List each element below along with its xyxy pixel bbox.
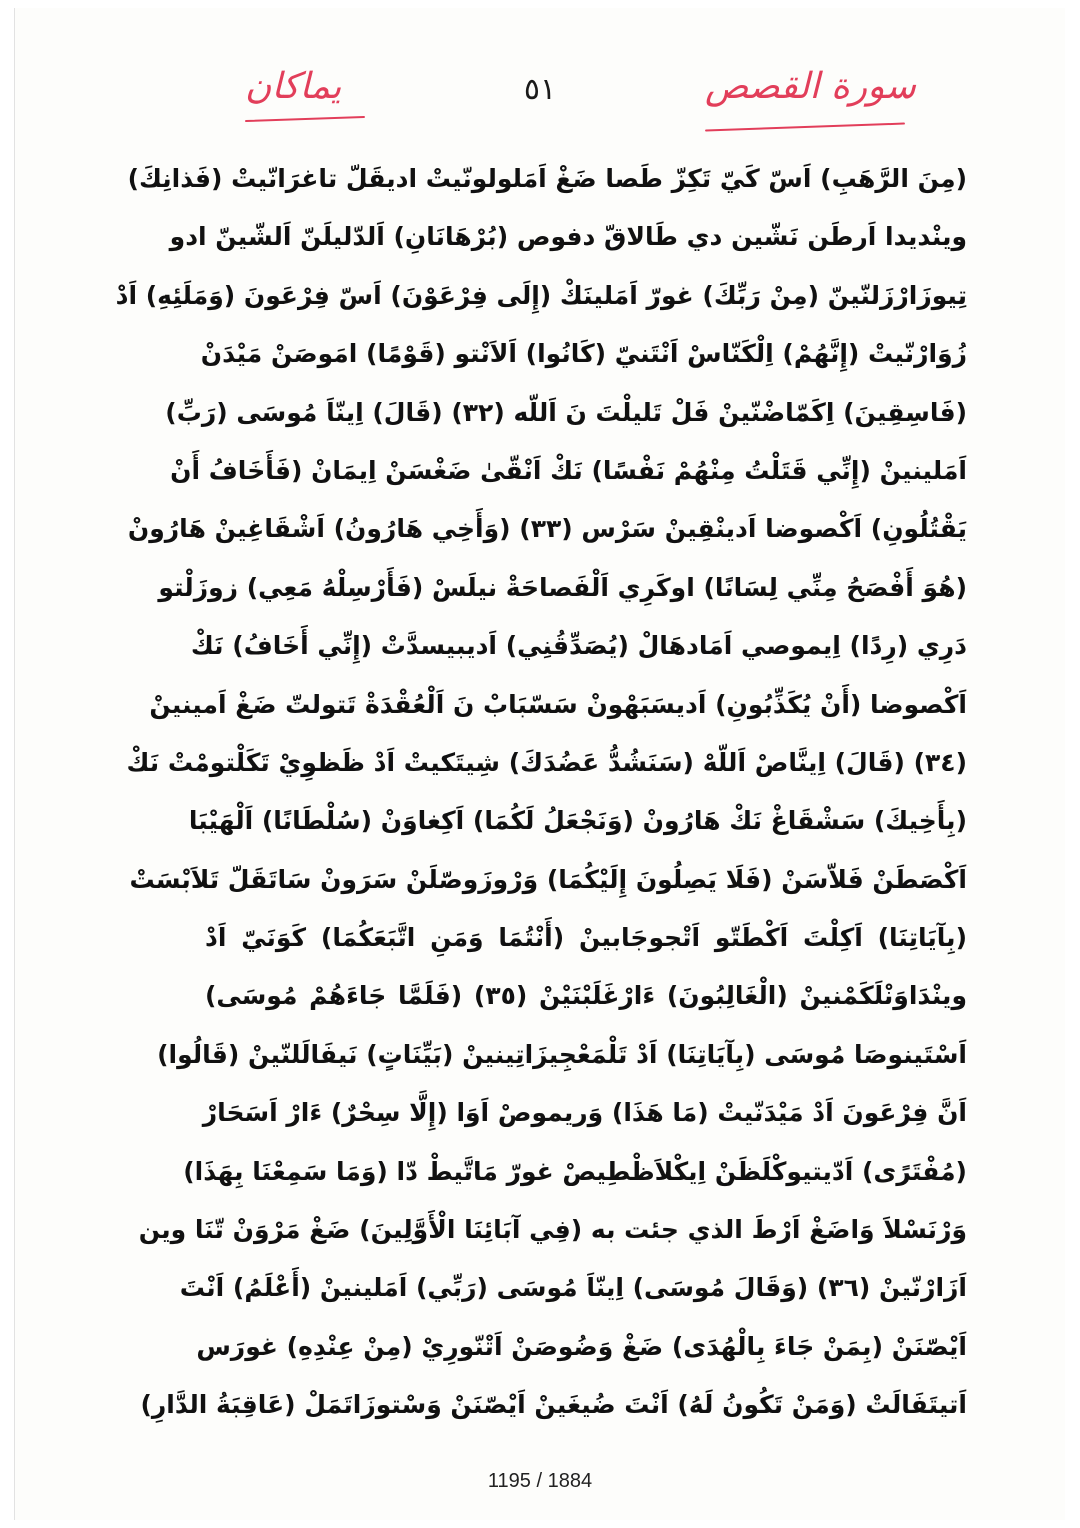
text-line-6: اَمَلينينْ (إِنِّي قَتَلْتُ مِنْهُمْ نَفْسًا) نَكْ اَنْقّىٰ ضَغْسَنْ اِيمَانْ (فَأَخَافُ أَنْ [170,455,967,485]
text-line-21: اَيْصّنَنْ (بِمَنْ جَاءَ بِالْهُدَى) ضَغْ وَضُوصَنْ اَتْنّورِيْ (مِنْ عِنْدِهِ) غورَس [196,1331,967,1361]
text-line-4: زُوَارْنّيتْ (إِنَّهُمْ) اِلْكَنّاسْ اَنْتَنيّ (كَانُوا) اَلاَنْتو (قَوْمًا) امَوصَنْ مَيْدَنْ [200,339,967,369]
text-line-13: اَكْصَطَنْ فَلاّسَنْ (فَلَا يَصِلُونَ إِلَيْكُمَا) وَرْوزَوصّلَنْ سَرَونْ سَاتَقَلّ تَلاَبْسَتْ [129,864,967,894]
text-line-19: وَرْنَسْلاَ وَاضَغْ اَرْطَ الذي جئت به (فِي آبَائِنَا الْأَوَّلِينَ) ضَغْ مَرْوَنْ تّنَا وين [138,1215,967,1245]
page-number: ٥١ [523,72,557,107]
text-line-9: دَرِي (رِدًا) اِيموصي اَمَادهَالْ (يُصَدِّقُنِي) اَديبيسدَّتْ (إِنِّي أَخَافُ) نَكْ [190,631,967,661]
text-line-10: اَكْصوضا (أَنْ يُكَذِّبُونِ) اَديسَبَهْونْ سَسّبَابْ نَ اَلْعُقْدَةْ تَتولتّ ضَغْ اَمينينْ [149,689,967,719]
text-line-16: اَسْتَينوصَا مُوسَى (بِآيَاتِنَا) اَدْ تَلْمَعْجِيزَاتِينينْ (بَيِّنَاتٍ) نَيفَالَلنّينْ (قَالُوا) [157,1039,967,1069]
text-line-2: وينْديدا اَرطَن نَشّين دي طَالاقّ دفوص (بُرْهَانَانِ) اَلدّليلَنّ اَلشّينّ ادو [169,222,967,252]
page-text [115,150,967,1435]
text-line-3: تِيوزَارْزَلنّينّ (مِنْ رَبِّكَ) غورّ اَمَلينَكْ (إِلَى فِرْعَوْنَ) اَسّ فِرْعَونَ (وَمَلَئِهِ) اَدْ [115,280,967,310]
text-line-17: اَنَّ فِرْعَونَ اَدْ مَيْدَنّيتْ (مَا هَذَا) وَريموصْ اَوَا (إِلَّا سِحْرٌ) ءَارْ اَسَحَارْ [202,1098,967,1128]
text-line-18: (مُفْتَرًى) اَدّيتيوكْلَظَنْ اِيكْلاَظْطِيصْ غورّ مَاتَّيطْ دّا (وَمَا سَمِعْنَا بِهَذَا) [183,1156,967,1186]
text-line-5: (فَاسِقِينَ) اِكَمّاضْنّينْ فَلْ تَليلْتَ نَ اَللّه (٣٢) (قَالَ) اِينّاَ مُوسَى (رَبِّ) [165,397,967,427]
handwritten-note-right: سورة القصص [705,66,916,107]
text-line-14: (بِآيَاتِنَا) اَكِلْتَ اَكْطَتّو اَتْجوجَابينْ (أَنْتُمَا وَمَنِ اتَّبَعَكُمَا) كَوَنَيّ اَدْ [205,923,967,953]
text-line-1: (مِنَ الرَّهَبِ) اَسّ كَيّ تَكِزّ طَصا ضَغْ اَمَلولونّيتْ اديقَلّ تاغرَانّيتْ (فَذانِكَ) [127,164,967,193]
text-line-22: اَتيتَفَالَتْ (وَمَنْ تَكُونُ لَهُ) اَنْتَ ضُيغَينْ اَيْصّنَنْ وَسْتوزَاتَمَلْ (عَاقِبَةُ الدَّارِ) [140,1390,967,1420]
handwritten-note-left: يماكان [245,66,342,107]
text-line-7: يَقْتُلُونِ) اَكْصوضا اَدينْقِينْ سَرْس (٣٣) (وَأَخِي هَارُونُ) اَشْقَاغِينْ هَارُونْ [127,514,967,544]
page-counter: 1195 / 1884 [487,1470,593,1492]
text-line-20: اَزَارْنّينْ (٣٦) (وَقَالَ مُوسَى) اِينّاَ مُوسَى (رَبِّي) اَمَلينينْ (أَعْلَمُ) اَنْتَ [179,1273,967,1303]
text-line-15: وينْدَاوَنْلَكَمْنينْ (الْغَالِبُونَ) ءَارْغَلَبْنَيْنْ (٣٥) (فَلَمَّا جَاءَهُمْ مُوسَى) [205,981,967,1011]
text-line-11: (٣٤) (قَالَ) اِينَّاصْ اَللّهْ (سَنَشُدُّ عَضُدَكَ) شِيتَكيتْ اَدْ ظَظوِيْ تَكَلْتومْتْ نَكْ [126,747,967,777]
text-line-12: (بِأَخِيكَ) سَشْقَاغْ نَكْ هَارُونْ (وَنَجْعَلُ لَكُمَا) اَكِغاوَنْ (سُلْطَانًا) اَلْهَيْبَا [188,806,967,836]
text-line-8: (هُوَ أَفْصَحُ مِنِّي لِسَانًا) اوكَرِي اَلْفَصاحَةْ نيلَسْ (فَأَرْسِلْهُ مَعِي) زوزَلْتو [158,572,967,602]
